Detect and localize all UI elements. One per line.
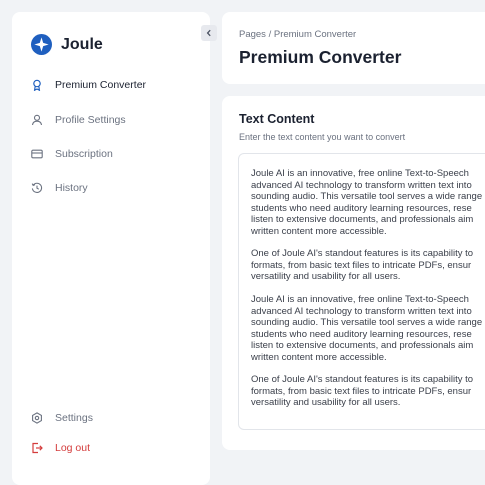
brand-name: Joule (61, 35, 103, 53)
logout-button[interactable] (31, 442, 90, 454)
text-paragraph: Joule AI is an innovative, free online Text-to-Speech advanced AI technology to transform written text into sounding audio. This versatile tool serves a wide range students who need auditory learning resources, rese listen to extensive documents, and professionals aim written content more accessible. (251, 168, 483, 237)
award-icon (31, 79, 43, 91)
collapse-sidebar-button[interactable] (201, 25, 217, 41)
breadcrumb[interactable]: Pages / Premium Converter (239, 29, 357, 40)
text-paragraph: Joule AI is an innovative, free online Text-to-Speech advanced AI technology to transform written text into sounding audio. This versatile tool serves a wide range students who need auditory learning resources, rese listen to extensive documents, and professionals aim written content more accessible. (251, 294, 483, 363)
logout-icon (31, 442, 43, 454)
chevron-left-icon (205, 29, 213, 37)
page-title: Premium Converter (239, 47, 402, 67)
sidebar-item-label: Subscription (55, 148, 113, 160)
section-subtitle: Enter the text content you want to convert (239, 132, 406, 142)
text-paragraph: One of Joule AI's standout features is its capability to formats, from basic text files to intricate PDFs, ensur versatility and usability for all users. (251, 248, 474, 282)
history-icon (31, 182, 43, 194)
page-header (222, 12, 485, 84)
text-content-input[interactable] (238, 153, 485, 430)
gear-icon (31, 412, 43, 424)
user-icon (31, 114, 43, 126)
settings-label: Settings (55, 412, 93, 424)
text-content-card (222, 96, 485, 450)
joule-logo-icon (31, 34, 52, 55)
sidebar-item-label: History (55, 182, 88, 194)
sidebar-item-profile-settings[interactable] (31, 114, 126, 126)
sidebar (12, 12, 210, 485)
section-title: Text Content (239, 112, 315, 126)
text-paragraph: One of Joule AI's standout features is its capability to formats, from basic text files to intricate PDFs, ensur versatility and usability for all users. (251, 374, 474, 408)
sidebar-item-subscription[interactable] (31, 148, 113, 160)
logout-label: Log out (55, 442, 91, 454)
sidebar-item-premium-converter[interactable] (31, 79, 146, 91)
credit-card-icon (31, 148, 43, 160)
sidebar-item-label: Profile Settings (55, 114, 126, 126)
brand[interactable] (31, 34, 103, 55)
sidebar-item-history[interactable] (31, 182, 88, 194)
sidebar-item-label: Premium Converter (55, 79, 147, 91)
sidebar-item-settings[interactable] (31, 412, 93, 424)
